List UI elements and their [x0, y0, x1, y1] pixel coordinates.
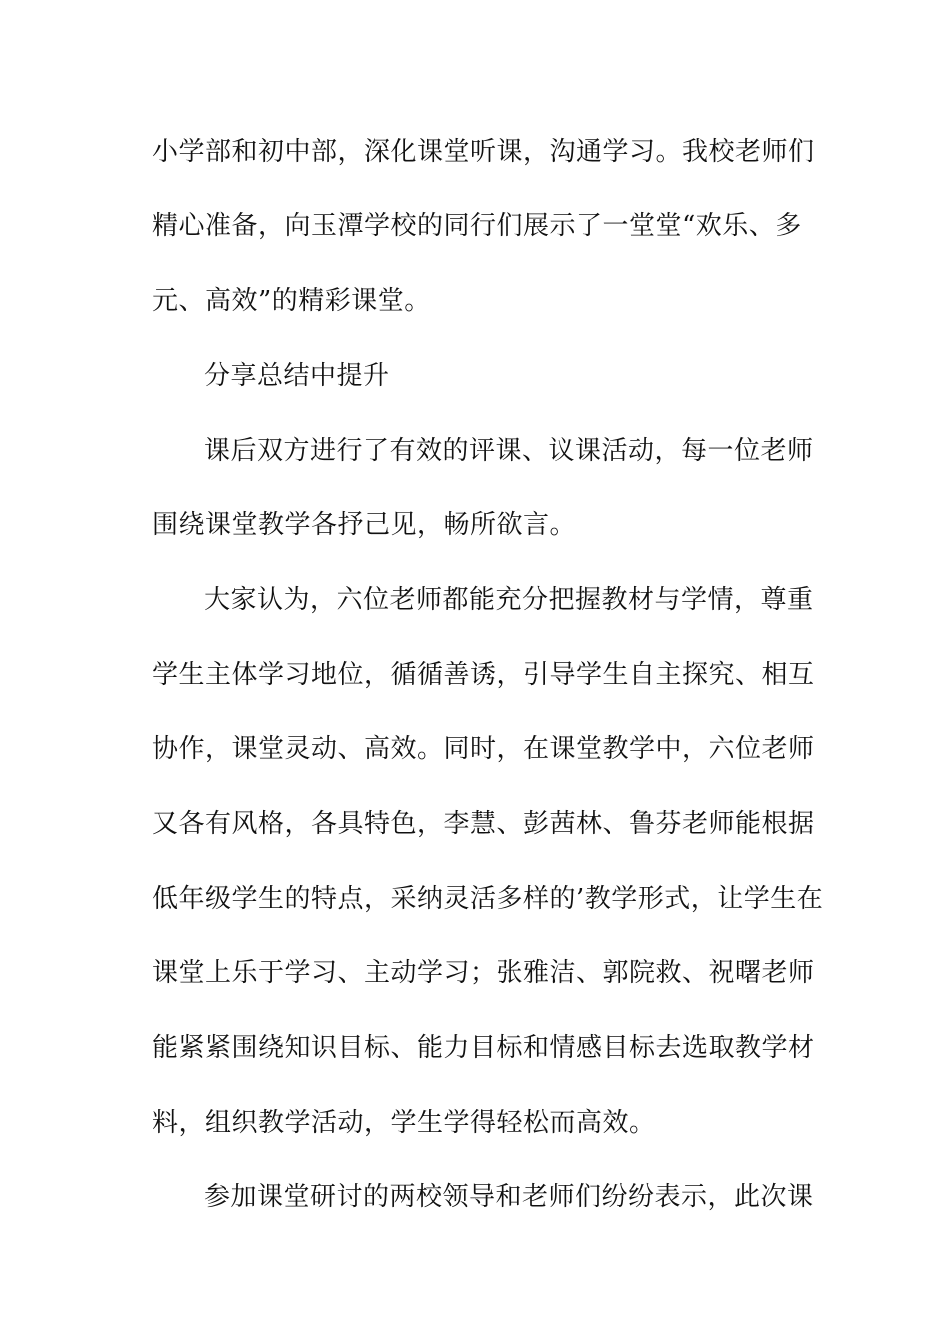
paragraph-line: 大家认为，六位老师都能充分把握教材与学情，尊重	[204, 585, 814, 615]
paragraph-line: 协作，课堂灵动、高效。同时，在课堂教学中，六位老师	[152, 734, 815, 764]
paragraph-line: 参加课堂研讨的两校领导和老师们纷纷表示，此次课	[204, 1182, 814, 1212]
paragraph-line: 小学部和初中部，深化课堂听课，沟通学习。我校老师们	[152, 137, 815, 167]
paragraph-line: 课后双方进行了有效的评课、议课活动，每一位老师	[204, 436, 814, 466]
paragraph-line: 又各有风格，各具特色，李慧、彭茜林、鲁芬老师能根据	[152, 809, 815, 839]
paragraph-line: 课堂上乐于学习、主动学习；张雅洁、郭院救、祝曙老师	[152, 958, 815, 988]
paragraph-line: 学生主体学习地位，循循善诱，引导学生自主探究、相互	[152, 660, 815, 690]
paragraph-line: 能紧紧围绕知识目标、能力目标和情感目标去选取教学材	[152, 1033, 815, 1063]
paragraph-line: 围绕课堂教学各抒己见，畅所欲言。	[152, 510, 577, 540]
paragraph-line: 低年级学生的特点，采纳灵活多样的’教学形式，让学生在	[152, 884, 824, 914]
paragraph-line: 精心准备，向玉潭学校的同行们展示了一堂堂“欢乐、多	[152, 211, 802, 241]
paragraph-line: 元、高效”的精彩课堂。	[152, 286, 431, 316]
paragraph-line: 料，组织教学活动，学生学得轻松而高效。	[152, 1108, 656, 1138]
section-heading: 分享总结中提升	[204, 361, 390, 391]
